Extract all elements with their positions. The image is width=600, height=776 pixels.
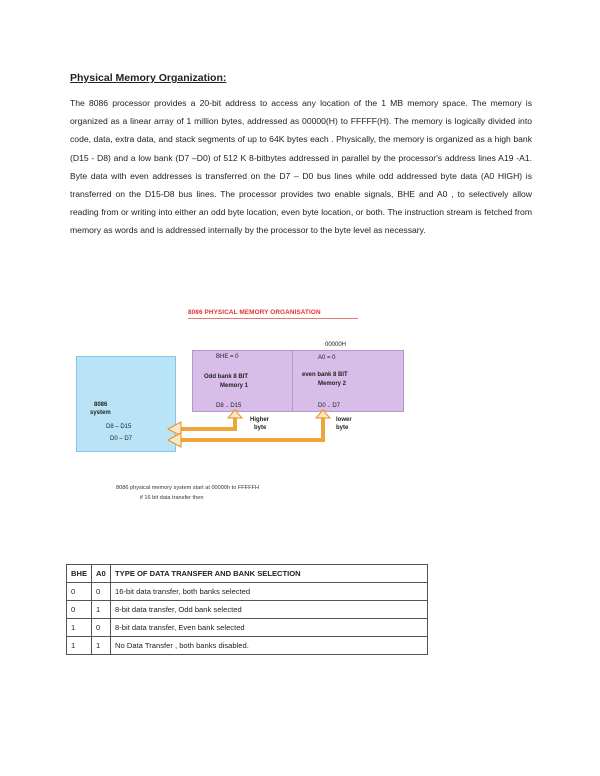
system-bus-low: D0 – D7 — [110, 436, 133, 442]
table-cell: 0 — [67, 583, 92, 601]
odd-bank-label-1: Odd bank 8 BIT — [204, 374, 249, 380]
system-label-1: 8086 — [94, 402, 108, 408]
diagram-note-1: 8086 physical memory system start at 00000h to FFFFFH — [116, 485, 260, 491]
table-cell: 0 — [92, 583, 111, 601]
higher-byte-arrowhead-up — [228, 410, 242, 418]
system-bus-high: D8 – D15 — [106, 424, 132, 430]
table-header-type: TYPE OF DATA TRANSFER AND BANK SELECTION — [111, 565, 428, 583]
table-cell: 1 — [67, 619, 92, 637]
diagram-title: 8086 PHYSICAL MEMORY ORGANISATION — [188, 309, 321, 316]
higher-byte-arrow — [180, 410, 235, 429]
table-cell: 1 — [67, 637, 92, 655]
table-row — [67, 619, 428, 637]
table-cell: 0 — [92, 619, 111, 637]
bus-arrows — [68, 300, 488, 510]
table-header-a0: A0 — [92, 565, 111, 583]
table-cell: 8-bit data transfer, Even bank selected — [111, 619, 428, 637]
even-bank-label-2: Memory 2 — [318, 381, 347, 387]
even-bank-address: 00000H — [325, 342, 347, 348]
odd-bank-signal: BHE = 0 — [216, 354, 239, 360]
even-bank-label-1: even bank 8 BIT — [302, 372, 348, 378]
odd-bank-bus: D8 .. D15 — [216, 403, 242, 409]
bank-selection-table — [66, 564, 428, 655]
table-cell: No Data Transfer , both banks disabled. — [111, 637, 428, 655]
memory-organisation-diagram — [68, 300, 488, 510]
table-row — [67, 637, 428, 655]
table-header-bhe: BHE — [67, 565, 92, 583]
lower-byte-label-2: byte — [336, 425, 349, 431]
table-cell: 1 — [92, 601, 111, 619]
system-label-2: system — [90, 410, 111, 416]
section-heading: Physical Memory Organization: — [70, 72, 227, 84]
lower-byte-arrowhead — [168, 433, 181, 447]
lower-byte-label-1: lower — [336, 417, 352, 423]
odd-bank-label-2: Memory 1 — [220, 383, 249, 389]
table-header-row — [67, 565, 428, 583]
higher-byte-label-2: byte — [254, 425, 267, 431]
table-row — [67, 583, 428, 601]
even-bank-bus: D0 .. D7 — [318, 403, 341, 409]
lower-byte-arrow — [180, 410, 323, 440]
table-cell: 16-bit data transfer, both banks selected — [111, 583, 428, 601]
table-cell: 0 — [67, 601, 92, 619]
table-cell: 8-bit data transfer, Odd bank selected — [111, 601, 428, 619]
lower-byte-arrowhead-up — [316, 410, 330, 418]
body-paragraph: The 8086 processor provides a 20-bit address to access any location of the 1 MB memory space. The memory is organized as a linear array of 1 million bytes, addressed as 00000(H) to FFFFF(H). The memory is logically divided into code, data, extra data, and stack segments of up to 64K bytes each . Physically, the memory is organized as a high bank (D15 - D8) and a low bank (D7 –D0) of 512 K 8-bitbytes addressed in parallel by the processor's address lines A19 -A1. Byte data with even addresses is transferred on the D7 – D0 bus lines while odd addressed byte data (A0 HIGH) is transferred on the D15-D8 bus lines. The processor provides two enable signals, BHE and A0 , to selectively allow reading from or writing into either an odd byte location, even byte location, or both. The instruction stream is fetched from memory as words and is addressed internally by the processor to the byte level as necessary. — [70, 98, 532, 236]
diagram-note-2: if 16 bit data transfer then — [140, 495, 204, 501]
higher-byte-label-1: Higher — [250, 417, 270, 423]
table-row — [67, 601, 428, 619]
table-cell: 1 — [92, 637, 111, 655]
even-bank-signal: A0 = 0 — [318, 355, 336, 361]
